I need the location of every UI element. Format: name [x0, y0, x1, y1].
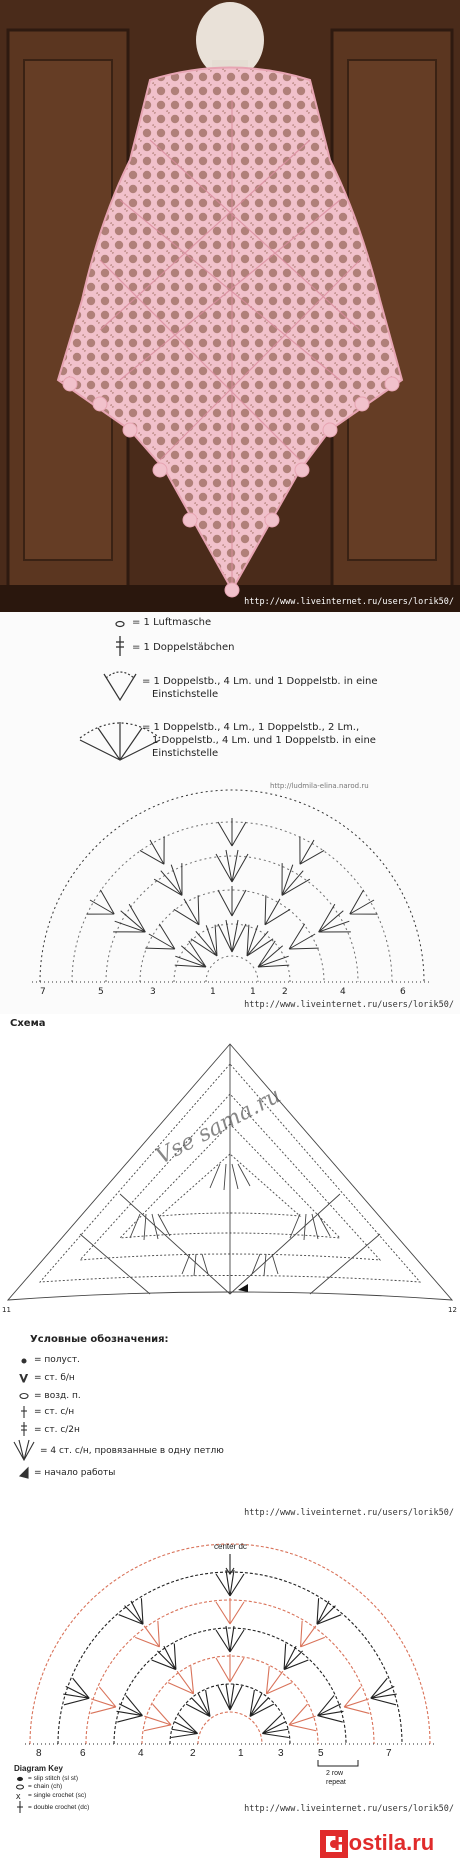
- german-diagram-panel: [0, 612, 460, 1014]
- row-number: 1: [210, 987, 216, 997]
- double-crochet-icon: [17, 1801, 23, 1813]
- row-number: 4: [138, 1748, 144, 1759]
- row-number: 4: [340, 987, 346, 997]
- russian-watermark: http://www.liveinternet.ru/users/lorik50/: [244, 1508, 454, 1518]
- chain-icon: [20, 1394, 28, 1399]
- russian-legend-text: = возд. п.: [34, 1391, 81, 1401]
- german-site-label: http://ludmila-elina.narod.ru: [270, 782, 369, 790]
- chain-icon: [17, 1785, 24, 1789]
- row-number: 2: [282, 987, 288, 997]
- legend-fan-text-1: = 1 Doppelstb., 4 Lm., 1 Doppelstb., 2 Lm.,: [142, 722, 360, 733]
- legend-shell-text-2: Einstichstelle: [152, 689, 219, 700]
- russian-legend-text: = 4 ст. с/н, провязанные в одну петлю: [40, 1446, 224, 1456]
- legend-text: = chain (ch): [28, 1783, 63, 1790]
- dc-icon: [21, 1406, 27, 1418]
- postila-footer: [0, 1816, 460, 1870]
- row-number: 5: [98, 987, 104, 997]
- german-diagram: [0, 612, 460, 1014]
- photo-watermark: http://www.liveinternet.ru/users/lorik50/: [244, 597, 454, 607]
- repeat-label: 2 row: [326, 1770, 344, 1777]
- row-number: 2: [190, 1748, 196, 1759]
- row-number: 6: [80, 1748, 86, 1759]
- russian-legend-text: = ст. б/н: [34, 1373, 75, 1383]
- english-diagram-panel: [0, 1524, 460, 1816]
- russian-legend-title: Условные обозначения:: [30, 1334, 169, 1345]
- double-crochet-symbol-icon: [116, 636, 124, 656]
- legend-text: = double crochet (dc): [28, 1804, 90, 1811]
- vsesama-logo: Vse sama.ru: [152, 1083, 286, 1170]
- legend-fan-text-3: Einstichstelle: [152, 748, 219, 759]
- english-diagram: [0, 1524, 460, 1816]
- russian-legend-text: = начало работы: [34, 1468, 116, 1478]
- row-number: 1: [238, 1748, 244, 1759]
- german-watermark: http://www.liveinternet.ru/users/lorik50/: [244, 1000, 454, 1010]
- sc-v-icon: V: [20, 1373, 28, 1385]
- tr-icon: [21, 1422, 27, 1436]
- chain-symbol-icon: [116, 622, 124, 627]
- row-number: 7: [386, 1748, 392, 1759]
- russian-legend-text: = ст. с/н: [34, 1407, 75, 1417]
- legend-text: = slip stitch (sl st): [28, 1775, 79, 1782]
- edge-number-right: 12: [448, 1306, 457, 1314]
- center-dc-label: center dc: [214, 1542, 247, 1551]
- row-number: 8: [36, 1748, 42, 1759]
- legend-dc-text: = 1 Doppelstäbchen: [132, 642, 235, 653]
- legend-fan-text-2: 1 Doppelstb., 4 Lm. und 1 Doppelstb. in eine: [152, 735, 376, 746]
- edge-number-left: 11: [2, 1306, 11, 1314]
- shell-symbol-icon: [104, 672, 136, 700]
- english-watermark: http://www.liveinternet.ru/users/lorik50/: [244, 1804, 454, 1814]
- legend-text: = single crochet (sc): [28, 1792, 87, 1799]
- legend-shell-text-1: = 1 Doppelstb., 4 Lm. und 1 Doppelstb. in eine: [142, 676, 378, 687]
- shawl-photo-panel: [0, 0, 460, 612]
- russian-legend-text: = полуст.: [34, 1355, 80, 1365]
- row-number: 6: [400, 987, 406, 997]
- german-chart: [32, 790, 432, 982]
- row-number: 5: [318, 1748, 324, 1759]
- postila-logo-text[interactable]: Postila.ru: [334, 1830, 435, 1855]
- russian-diagram-panel: [0, 1014, 460, 1524]
- row-number: 7: [40, 987, 46, 997]
- legend-chain-text: = 1 Luftmasche: [132, 617, 212, 628]
- russian-legend-text: = ст. с/2н: [34, 1425, 80, 1435]
- slip-stitch-icon: [18, 1777, 23, 1780]
- single-crochet-icon: x: [16, 1791, 21, 1801]
- repeat-label-2: repeat: [326, 1779, 346, 1786]
- row-number: 1: [250, 987, 256, 997]
- russian-diagram-title: Схема: [10, 1018, 46, 1029]
- shawl-photo: [0, 0, 460, 612]
- legend-title: Diagram Key: [14, 1764, 63, 1773]
- row-number: 3: [278, 1748, 284, 1759]
- row-number: 3: [150, 987, 156, 997]
- slip-stitch-icon: [22, 1359, 26, 1363]
- cluster-icon: [14, 1440, 34, 1460]
- start-work-icon: [20, 1468, 28, 1478]
